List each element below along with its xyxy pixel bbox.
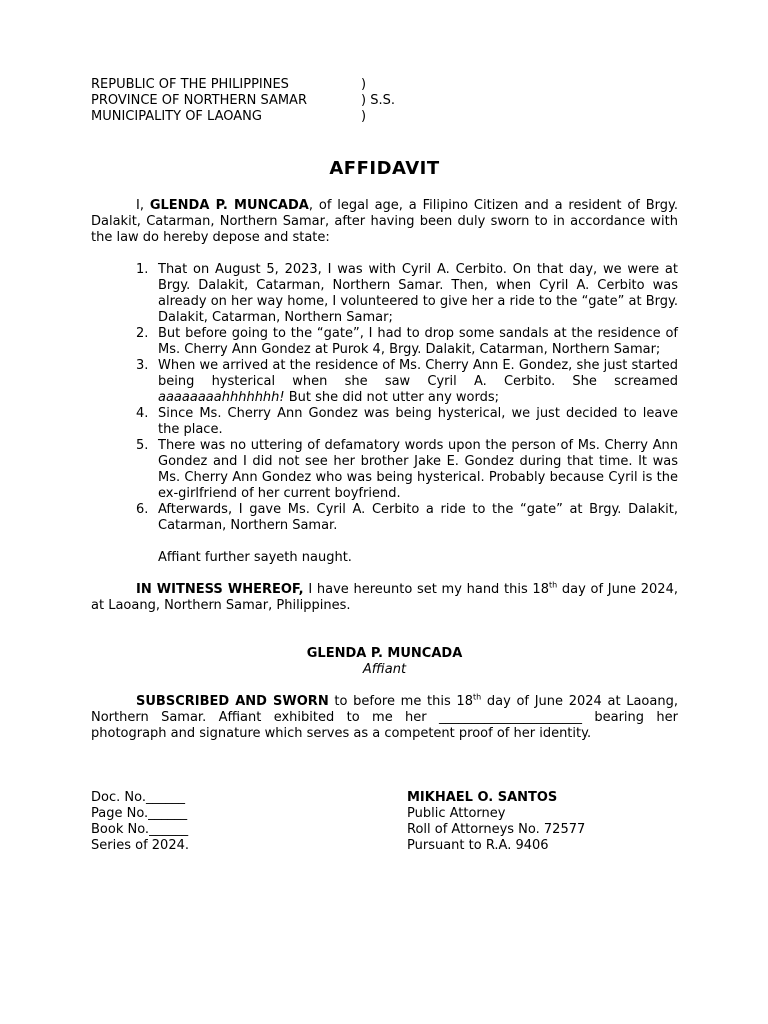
witness-ordinal: th (548, 580, 558, 590)
statement-text: When we arrived at the residence of Ms. Cherry Ann E. Gondez, she just started being hysterical when she saw Cyril A. Cerbito. She screamed (158, 358, 678, 389)
intro-text: , of legal age, a Filipino Citizen and a resident of Brgy. Dalakit, Catarman, Northern Samar, after having been duly sworn to in accordance with the law do hereby depose and state: (91, 198, 678, 245)
statement-text: There was no uttering of defamatory words upon the person of Ms. Cherry Ann Gondez and I did not see her brother Jake E. Gondez during that time. It was Ms. Cherry Ann Gondez who was being hysterical. Probably because Cyril is the ex-girlfriend of her current boyfriend. (158, 438, 678, 501)
jurat-paragraph (91, 694, 678, 742)
venue-block (91, 77, 678, 125)
notary-title: Public Attorney (407, 806, 506, 821)
affiant-signature-block (91, 646, 678, 678)
docket-block (91, 790, 189, 854)
intro-paragraph (91, 198, 678, 246)
statement-item (91, 358, 678, 406)
notary-block (407, 790, 585, 854)
statement-item (91, 438, 678, 502)
series: Series of 2024. (91, 838, 189, 853)
statement-item (91, 326, 678, 358)
statement-number: 5. (136, 438, 149, 453)
statement-number: 2. (136, 326, 149, 341)
statement-number: 6. (136, 502, 149, 517)
jurat-ordinal: th (472, 692, 482, 702)
notarial-footer (91, 790, 678, 854)
witness-heading: IN WITNESS WHEREOF, (136, 582, 304, 597)
affiant-name-intro: GLENDA P. MUNCADA (149, 198, 309, 213)
statement-item (91, 502, 678, 534)
affiant-name: GLENDA P. MUNCADA (306, 646, 463, 661)
venue-line (91, 93, 678, 109)
venue-republic: REPUBLIC OF THE PHILIPPINES (91, 77, 289, 92)
statement-item (91, 262, 678, 326)
jurat-text: to before me this 18 (328, 694, 473, 709)
intro-prefix: I, (136, 198, 150, 213)
affidavit-page (91, 77, 678, 854)
statement-text-after: But she did not utter any words; (284, 390, 500, 405)
book-no: Book No.______ (91, 822, 189, 837)
venue-line (91, 109, 678, 125)
statement-scream: aaaaaaaahhhhhhh! (158, 390, 285, 405)
witness-text-end: day of June 2024, at Laoang, Northern Samar, Philippines. (91, 582, 678, 613)
statement-text: Since Ms. Cherry Ann Gondez was being hysterical, we just decided to leave the place. (158, 406, 678, 437)
witness-text: I have hereunto set my hand this 18 (303, 582, 549, 597)
statement-list (91, 262, 678, 534)
venue-line (91, 77, 678, 93)
statement-item (91, 406, 678, 438)
notary-roll: Roll of Attorneys No. 72577 (407, 822, 586, 837)
further-sayeth: Affiant further sayeth naught. (158, 550, 352, 565)
witness-paragraph (91, 582, 678, 614)
doc-no: Doc. No.______ (91, 790, 185, 805)
statement-number: 1. (136, 262, 149, 277)
notary-pursuant: Pursuant to R.A. 9406 (407, 838, 549, 853)
statement-text: But before going to the “gate”, I had to drop some sandals at the residence of Ms. Cherry Ann Gondez at Purok 4, Brgy. Dalakit, Catarman, Northern Samar; (158, 326, 678, 357)
statement-text: Afterwards, I gave Ms. Cyril A. Cerbito a ride to the “gate” at Brgy. Dalakit, Catarman, Northern Samar. (158, 502, 678, 533)
jurat-text-end: day of June 2024 at Laoang, Northern Samar. Affiant exhibited to me her ______________________ bearing her photograph and signature which serves as a competent proof of her identity. (91, 694, 678, 741)
venue-bracket: ) (361, 77, 367, 92)
venue-bracket: ) (361, 109, 367, 124)
notary-name: MIKHAEL O. SANTOS (407, 790, 558, 805)
statement-text: That on August 5, 2023, I was with Cyril A. Cerbito. On that day, we were at Brgy. Dalakit, Catarman, Northern Samar. Then, when Cyril A. Cerbito was already on her way home, I volunteered to give her a ride to the “gate” at Brgy. Dalakit, Catarman, Northern Samar; (158, 262, 678, 325)
page-no: Page No.______ (91, 806, 188, 821)
venue-municipality: MUNICIPALITY OF LAOANG (91, 109, 262, 124)
venue-province: PROVINCE OF NORTHERN SAMAR (91, 93, 307, 108)
venue-ss: ) S.S. (361, 93, 395, 108)
statement-number: 3. (136, 358, 149, 373)
jurat-heading: SUBSCRIBED AND SWORN (136, 694, 329, 709)
statement-number: 4. (136, 406, 149, 421)
document-title: AFFIDAVIT (329, 158, 440, 179)
affiant-role: Affiant (362, 662, 407, 677)
